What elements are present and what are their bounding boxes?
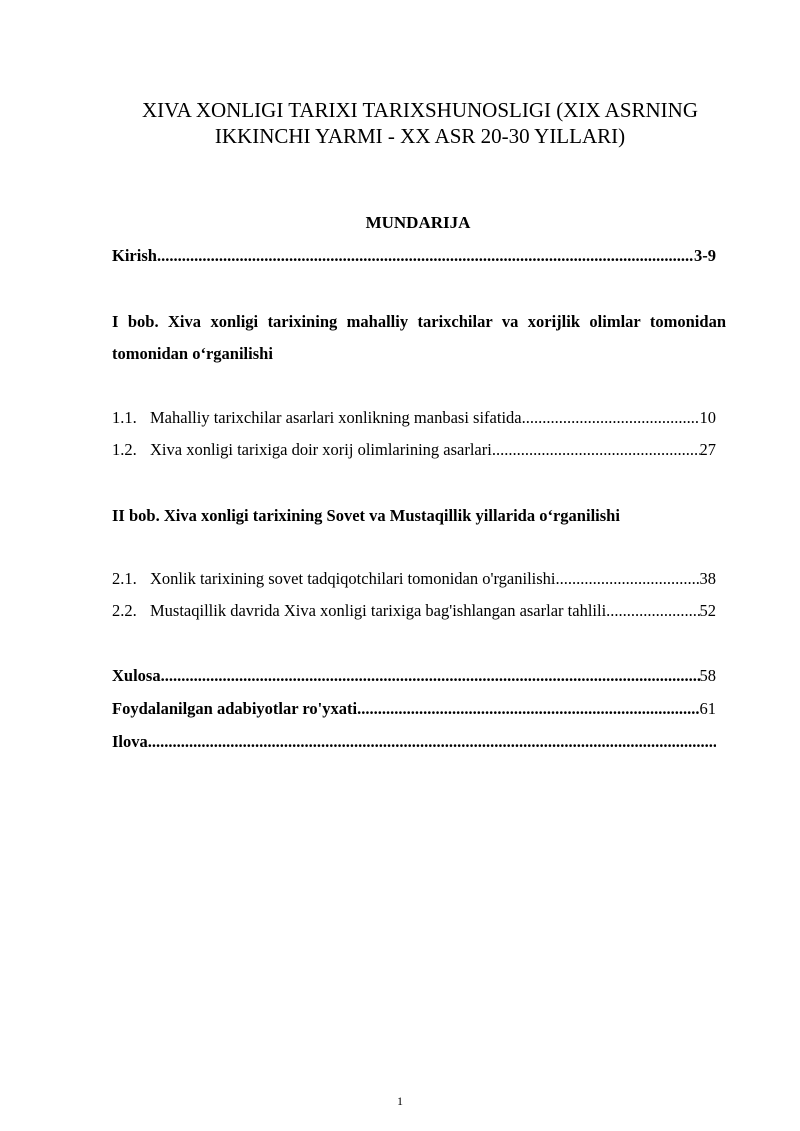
leader-dots	[157, 246, 694, 266]
page-number: 1	[397, 1094, 403, 1108]
toc-entry-label: Kirish	[112, 246, 157, 265]
toc-entry-label: Xiva xonligi tarixiga doir xorij olimlarining asarlari	[150, 440, 492, 459]
toc-entry-page: 52	[699, 601, 716, 620]
toc-entry-2-2[interactable]	[112, 601, 716, 623]
leader-dots	[161, 666, 700, 686]
toc-entry-page: 58	[699, 666, 716, 685]
toc-entry-2-1[interactable]	[112, 569, 716, 591]
leader-dots	[492, 440, 700, 460]
chapter-1-title[interactable]: I bob. Xiva xonligi tarixining mahalliy tarixchilar va xorijlik olimlar tomonidan tomonidan o‘rganilishi	[112, 312, 726, 363]
toc-entry-references[interactable]	[112, 699, 716, 721]
toc-entry-page: 61	[699, 699, 716, 718]
toc-entry-label: Ilova	[112, 732, 148, 751]
document-title	[100, 97, 740, 149]
toc-entry-label: Mustaqillik davrida Xiva xonligi tarixiga bag'ishlangan asarlar tahlili	[150, 601, 607, 620]
toc-entry-number: 2.2.	[112, 601, 137, 620]
toc-entry-appendix[interactable]	[112, 732, 716, 754]
leader-dots	[556, 569, 700, 589]
toc-entry-number: 2.1.	[112, 569, 137, 588]
toc-entry-page: 38	[699, 569, 716, 588]
toc-entry-page: 3-9	[694, 246, 716, 265]
leader-dots	[606, 601, 699, 621]
toc-entry-1-2[interactable]	[112, 440, 716, 462]
title-line-2: IKKINCHI YARMI - XX ASR 20-30 YILLARI)	[214, 124, 626, 148]
title-line-1: XIVA XONLIGI TARIXI TARIXSHUNOSLIGI (XIX ASRNING	[141, 98, 699, 122]
leader-dots	[522, 408, 700, 428]
toc-heading: MUNDARIJA	[365, 213, 471, 232]
toc-entry-label: Xonlik tarixining sovet tadqiqotchilari tomonidan o'rganilishi	[150, 569, 556, 588]
chapter-2-title[interactable]: II bob. Xiva xonligi tarixining Sovet va Mustaqillik yillarida o‘rganilishi	[112, 506, 620, 525]
toc-entry-label: Mahalliy tarixchilar asarlari xonlikning manbasi sifatida	[150, 408, 522, 427]
leader-dots	[148, 732, 716, 752]
toc-entry-label: Xulosa	[112, 666, 161, 685]
toc-entry-number: 1.1.	[112, 408, 137, 427]
toc-entry-label: Foydalanilgan adabiyotlar ro'yxati	[112, 699, 358, 718]
leader-dots	[357, 699, 699, 719]
toc-entry-conclusion[interactable]	[112, 666, 716, 688]
toc-entry-1-1[interactable]	[112, 408, 716, 430]
toc-entry-page: 10	[699, 408, 716, 427]
toc-entry-page: 27	[699, 440, 716, 459]
toc-entry-intro[interactable]	[112, 246, 716, 268]
toc-entry-number: 1.2.	[112, 440, 137, 459]
